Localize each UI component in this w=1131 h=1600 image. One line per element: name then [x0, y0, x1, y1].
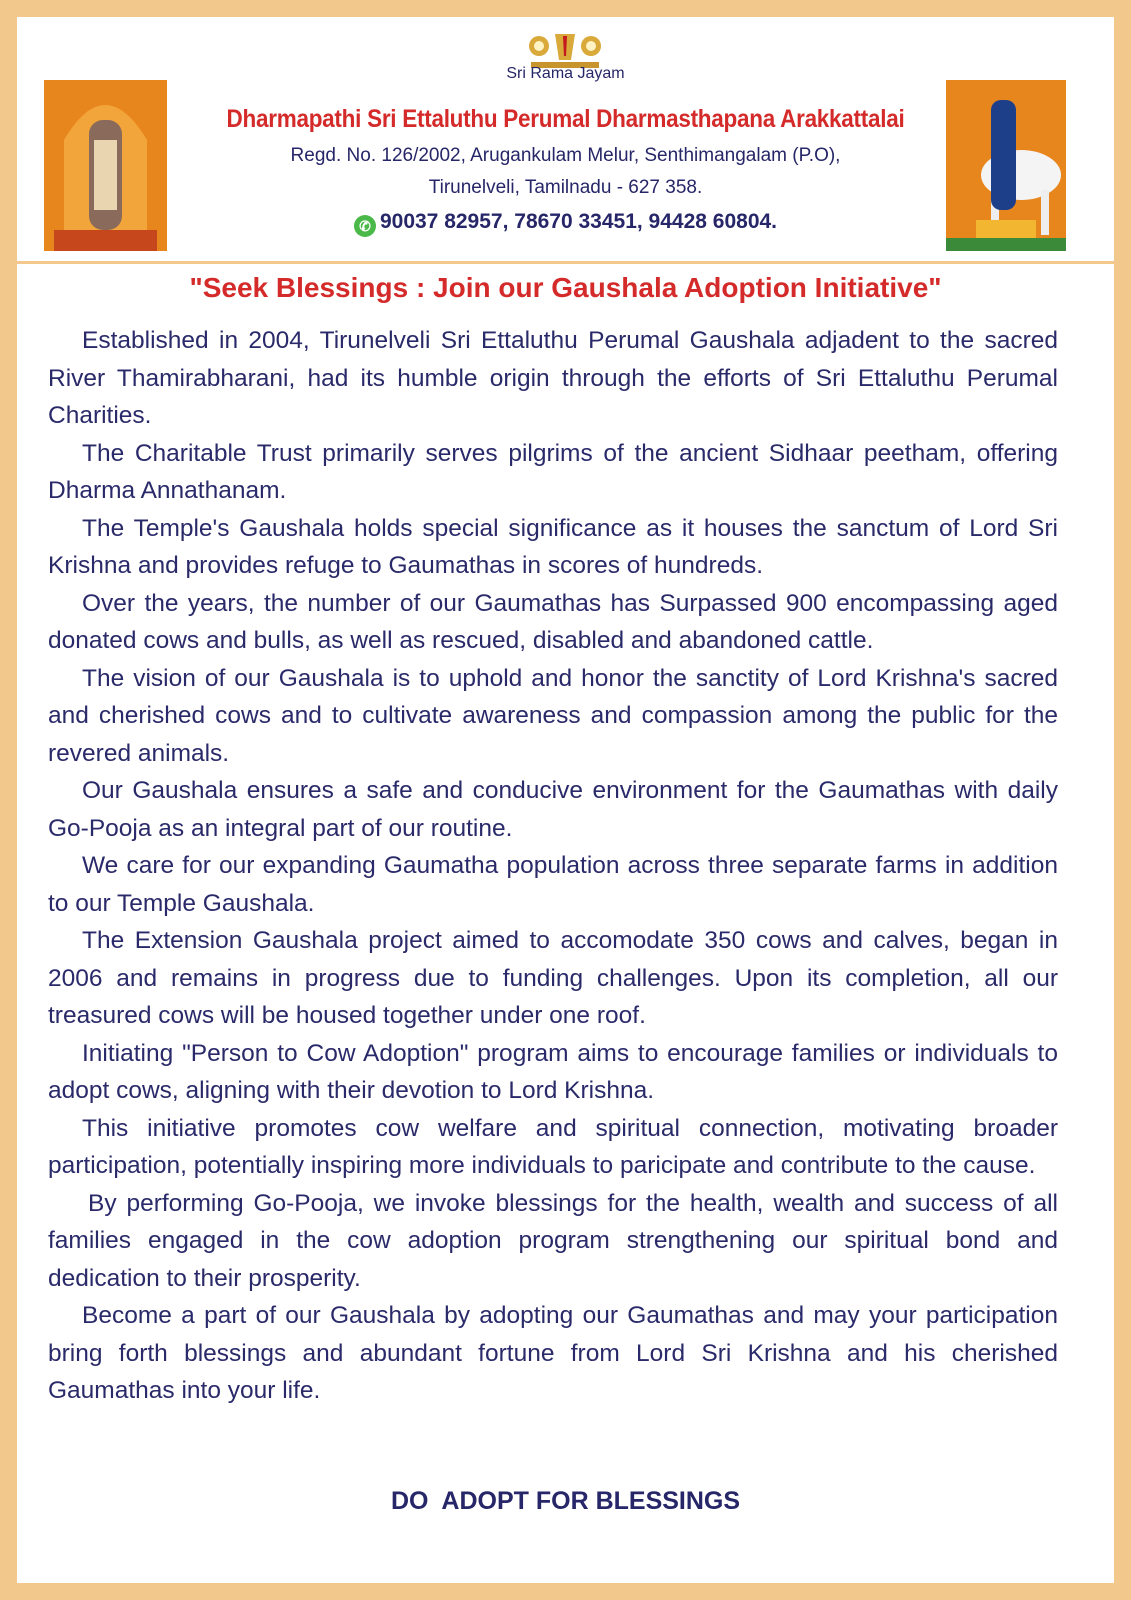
phone-numbers[interactable]: 90037 82957, 78670 33451, 94428 60804.	[379, 210, 778, 233]
invocation-text: Sri Rama Jayam	[506, 65, 625, 82]
organization-name: Dharmapathi Sri Ettaluthu Perumal Dharmasthapana Arakkattalai	[226, 105, 905, 133]
body-text	[48, 322, 1058, 1410]
paragraph: This initiative promotes cow welfare and spiritual connection, motivating broader participation, potentially inspiring more individuals to paricipate and contribute to the cause.	[48, 1114, 1058, 1179]
paragraph: Become a part of our Gaushala by adopting our Gaumathas and may your participation bring forth blessings and abundant fortune from Lord Sri Krishna and his cherished Gaumathas into your life.	[48, 1302, 1058, 1404]
paragraph: The Charitable Trust primarily serves pilgrims of the ancient Sidhaar peetham, offering Dharma Annathanam.	[48, 439, 1058, 504]
paragraph: Over the years, the number of our Gaumathas has Surpassed 900 encompassing aged donated cows and bulls, as well as rescued, disabled and abandoned cattle.	[48, 589, 1058, 654]
whatsapp-icon: ✆	[354, 215, 376, 237]
paragraph: Initiating "Person to Cow Adoption" program aims to encourage families or individuals to adopt cows, aligning with their devotion to Lord Krishna.	[48, 1039, 1058, 1104]
address-line-1: Regd. No. 126/2002, Arugankulam Melur, Senthimangalam (P.O),	[290, 145, 841, 166]
flyer	[17, 17, 1114, 1583]
paragraph: By performing Go-Pooja, we invoke blessings for the health, wealth and success of all families engaged in the cow adoption program strengthening our spiritual bond and dedication to their prosperity.	[48, 1189, 1058, 1292]
header-divider	[17, 261, 1114, 264]
page-title: "Seek Blessings : Join our Gaushala Adoption Initiative"	[189, 272, 942, 303]
paragraph: We care for our expanding Gaumatha population across three separate farms in addition to our Temple Gaushala.	[48, 852, 1058, 917]
closing-call-to-action: DO ADOPT FOR BLESSINGS	[390, 1487, 741, 1515]
paragraph: Our Gaushala ensures a safe and conducive environment for the Gaumathas with daily Go-Pooja as an integral part of our routine.	[48, 777, 1058, 842]
header	[17, 17, 1114, 262]
paragraph: The Temple's Gaushala holds special significance as it houses the sanctum of Lord Sri Krishna and provides refuge to Gaumathas in scores of hundreds.	[48, 514, 1058, 579]
address-line-2: Tirunelveli, Tamilnadu - 627 358.	[428, 177, 703, 198]
paragraph: The Extension Gaushala project aimed to accomodate 350 cows and calves, began in 2006 and remains in progress due to funding challenges. Upon its completion, all our treasured cows will be housed together under one roof.	[48, 927, 1058, 1029]
paragraph: The vision of our Gaushala is to uphold and honor the sanctity of Lord Krishna's sacred and cherished cows and to cultivate awareness and compassion among the public for the revered animals.	[48, 664, 1058, 767]
paragraph: Established in 2004, Tirunelveli Sri Ettaluthu Perumal Gaushala adjadent to the sacred River Thamirabharani, had its humble origin through the efforts of Sri Ettaluthu Perumal Charities.	[48, 327, 1058, 429]
contact-phones	[17, 210, 1114, 237]
